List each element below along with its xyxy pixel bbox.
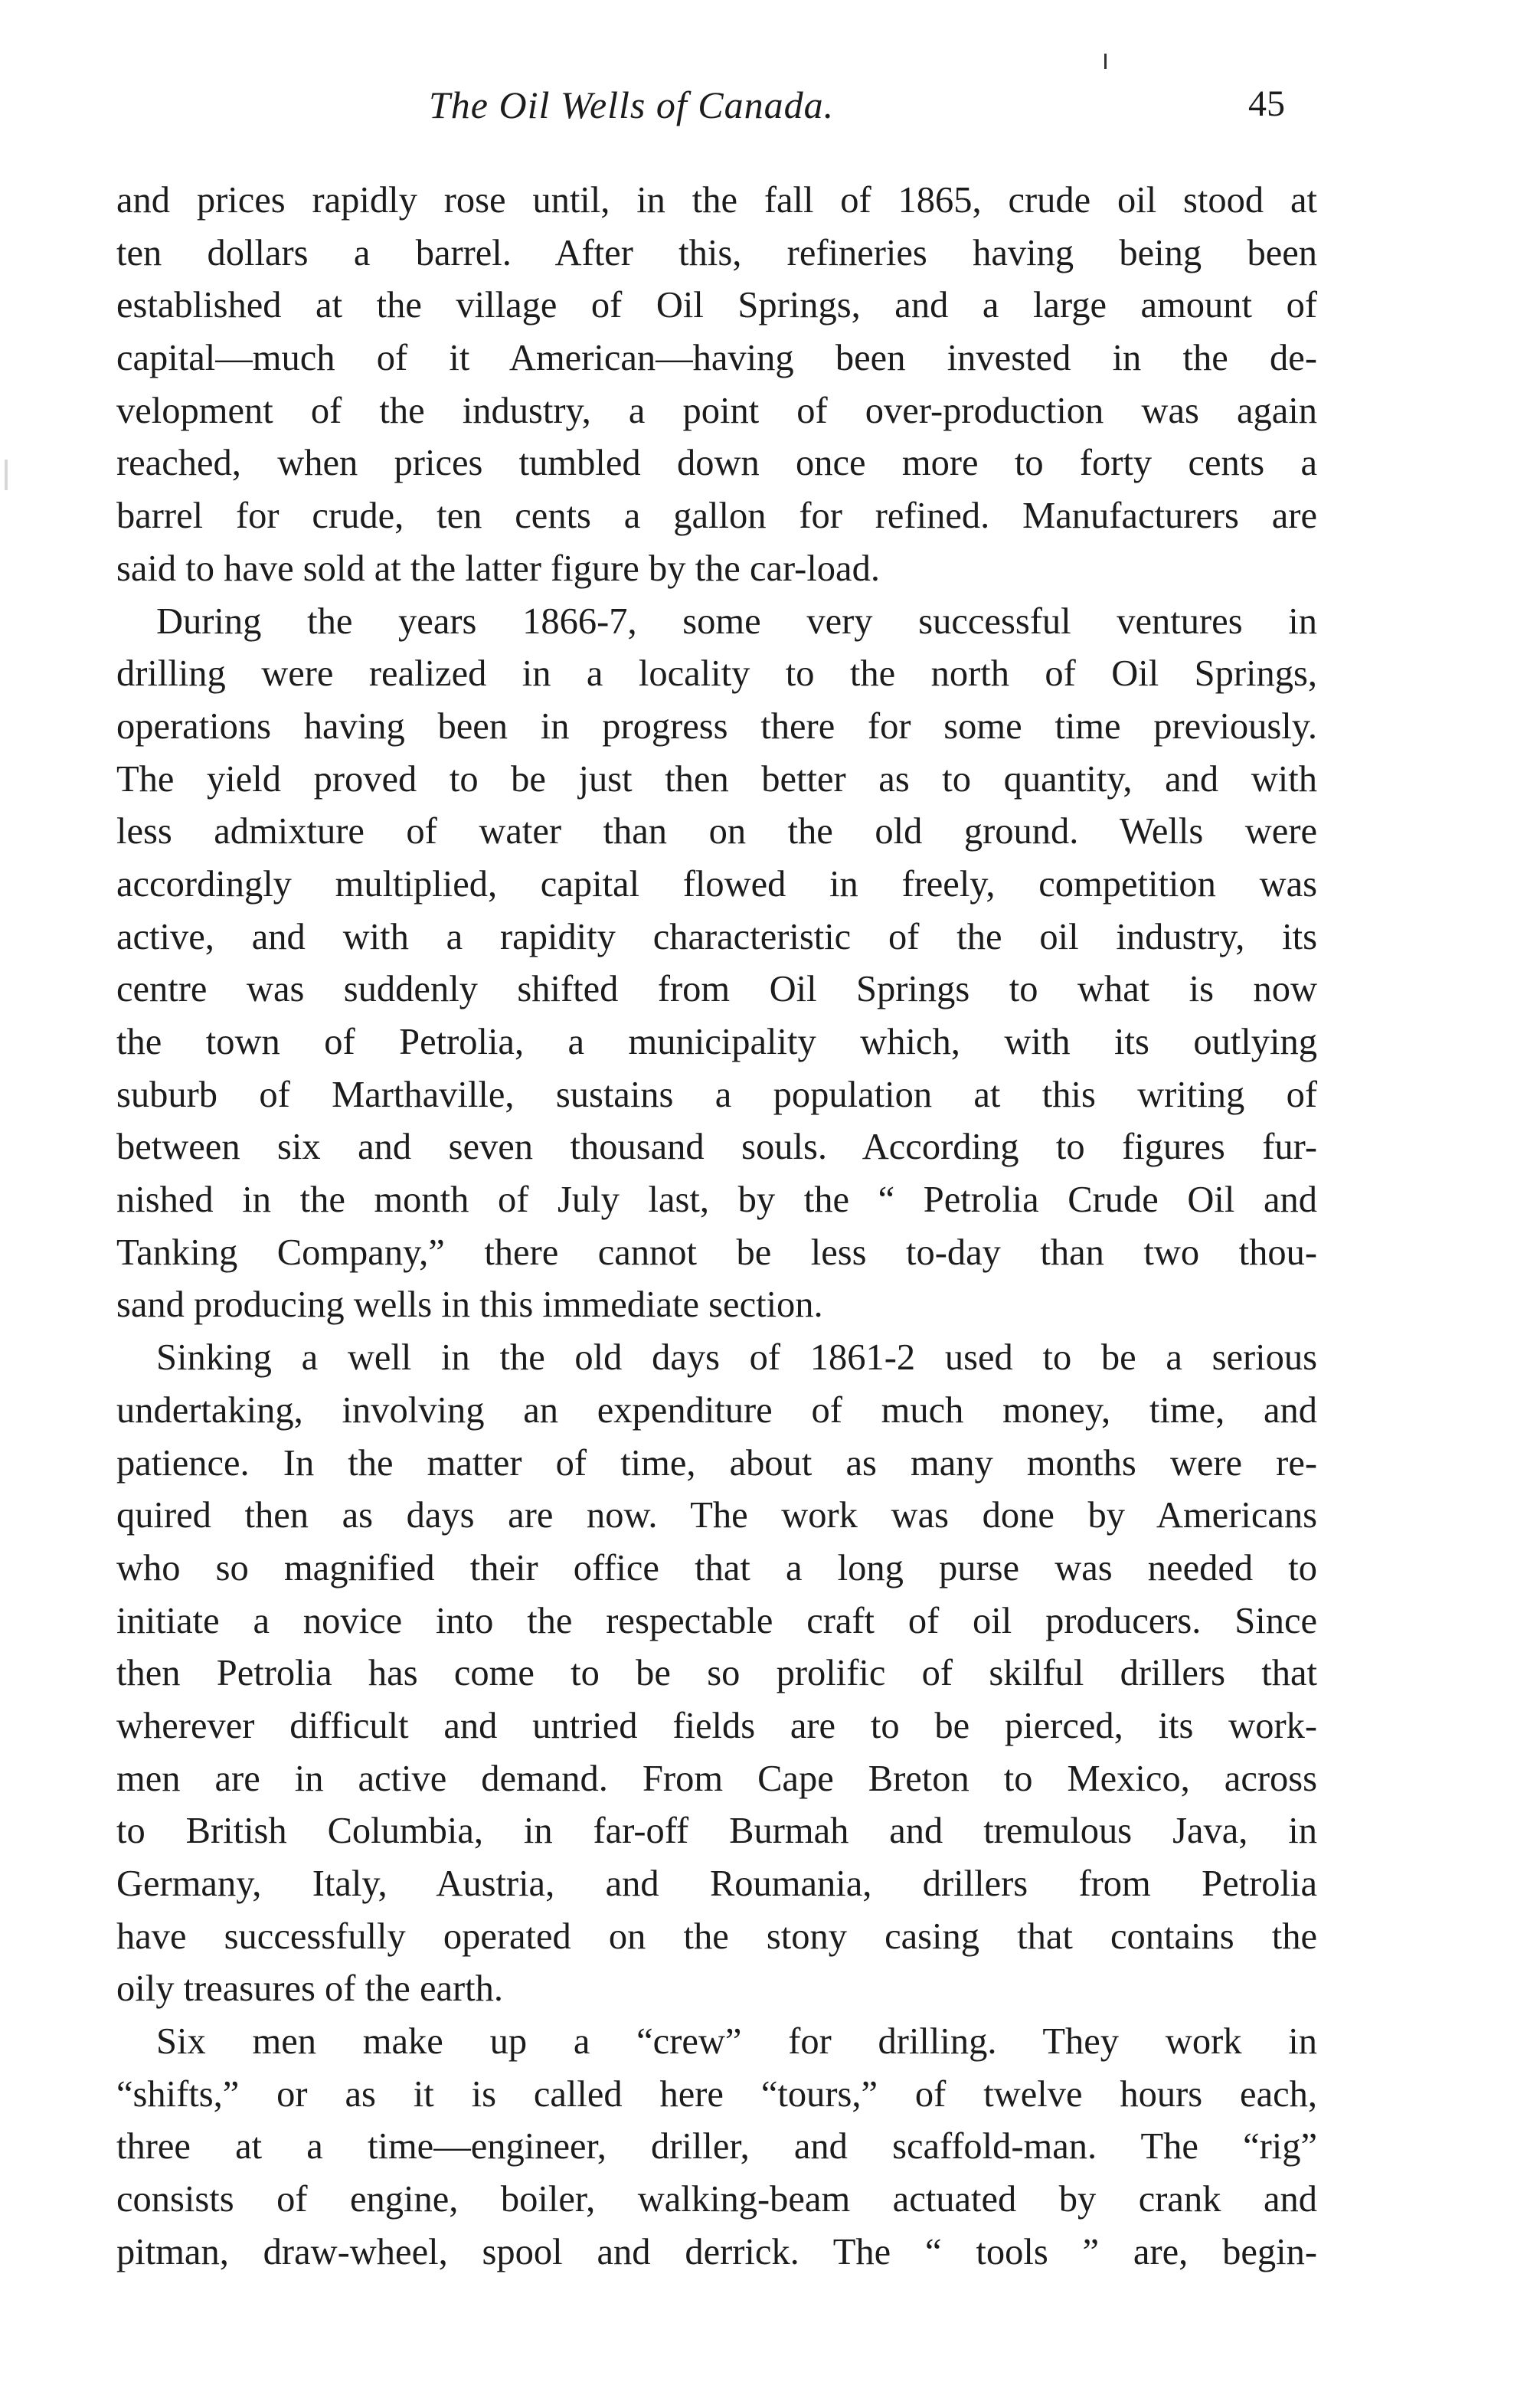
text-line: said to have sold at the latter figure by the car-load. (116, 548, 880, 589)
text-line: between six and seven thousand souls. According to figures fur- (116, 1127, 1317, 1168)
text-line: and prices rapidly rose until, in the fall of 1865, crude oil stood at (116, 180, 1317, 221)
text-line: who so magnified their office that a long purse was needed to (116, 1547, 1317, 1588)
text-line: less admixture of water than on the old ground. Wells were (116, 811, 1317, 852)
text-line: velopment of the industry, a point of over-production was again (116, 390, 1317, 431)
text-line: wherever difficult and untried fields are to be pierced, its work- (116, 1705, 1317, 1746)
text-line: initiate a novice into the respectable craft of oil producers. Since (116, 1600, 1317, 1641)
text-line: men are in active demand. From Cape Breton to Mexico, across (116, 1758, 1317, 1799)
text-line: During the years 1866-7, some very successful ventures in (156, 600, 1317, 642)
text-line: capital—much of it American—having been invested in the de- (116, 338, 1317, 379)
text-line: undertaking, involving an expenditure of much money, time, and (116, 1389, 1317, 1431)
text-line: Tanking Company,” there cannot be less to-day than two thou- (116, 1232, 1317, 1273)
text-line: The yield proved to be just then better as to quantity, and with (116, 758, 1317, 800)
text-line: reached, when prices tumbled down once more to forty cents a (116, 443, 1317, 484)
margin-scan-mark (5, 460, 8, 490)
text-line: Germany, Italy, Austria, and Roumania, drillers from Petrolia (116, 1863, 1317, 1904)
running-head (0, 83, 1527, 136)
stray-ink-mark (1104, 54, 1107, 69)
page-number: 45 (1248, 83, 1285, 124)
text-line: established at the village of Oil Springs, and a large amount of (116, 285, 1317, 326)
text-line: accordingly multiplied, capital flowed in freely, competition was (116, 863, 1317, 905)
text-line: Sinking a well in the old days of 1861-2 used to be a serious (156, 1337, 1317, 1379)
text-line: to British Columbia, in far-off Burmah and tremulous Java, in (116, 1811, 1317, 1852)
text-line: operations having been in progress there for some time previously. (116, 705, 1317, 747)
text-line: consists of engine, boiler, walking-beam actuated by crank and (116, 2179, 1317, 2220)
text-line: patience. In the matter of time, about as many months were re- (116, 1442, 1317, 1484)
text-line: pitman, draw-wheel, spool and derrick. The “ tools ” are, begin- (116, 2231, 1317, 2272)
text-line: centre was suddenly shifted from Oil Springs to what is now (116, 969, 1317, 1010)
text-line: active, and with a rapidity characteristic of the oil industry, its (116, 916, 1317, 957)
text-line: the town of Petrolia, a municipality which, with its outlying (116, 1022, 1317, 1062)
text-line: have successfully operated on the stony casing that contains the (116, 1916, 1317, 1957)
text-line: nished in the month of July last, by the “ Petrolia Crude Oil and (116, 1179, 1317, 1221)
text-line: ten dollars a barrel. After this, refineries having being been (116, 232, 1317, 273)
text-line: Six men make up a “crew” for drilling. They work in (156, 2021, 1317, 2063)
text-line: suburb of Marthaville, sustains a population at this writing of (116, 1074, 1317, 1115)
text-line: oily treasures of the earth. (116, 1968, 504, 2010)
text-line: drilling were realized in a locality to the north of Oil Springs, (116, 653, 1317, 695)
text-line: sand producing wells in this immediate section. (116, 1284, 823, 1326)
text-line: three at a time—engineer, driller, and scaffold-man. The “rig” (116, 2126, 1317, 2168)
text-line: barrel for crude, ten cents a gallon for refined. Manufacturers are (116, 496, 1317, 537)
text-line: “shifts,” or as it is called here “tours,” of twelve hours each, (116, 2073, 1317, 2115)
running-title: The Oil Wells of Canada. (429, 83, 835, 126)
text-line: quired then as days are now. The work was done by Americans (116, 1495, 1317, 1536)
text-line: then Petrolia has come to be so prolific of skilful drillers that (116, 1653, 1317, 1694)
body-text (116, 175, 1317, 2279)
